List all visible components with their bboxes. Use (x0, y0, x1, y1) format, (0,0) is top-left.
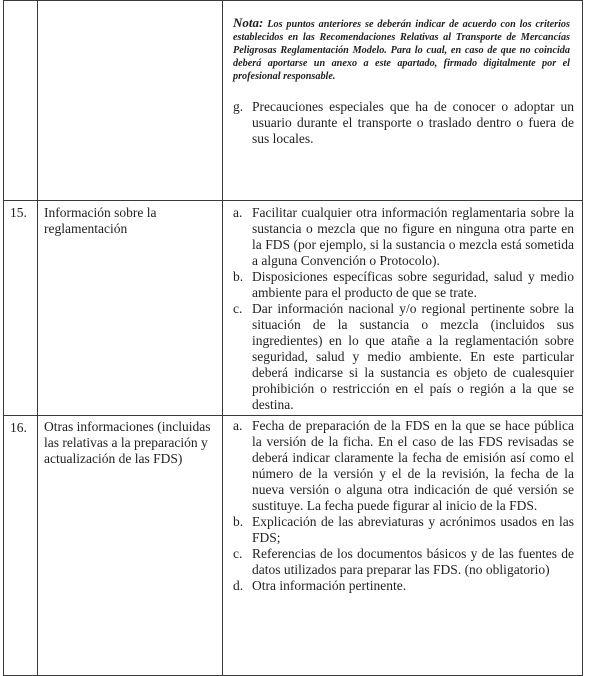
section-title: Información sobre la reglamentación (38, 201, 223, 416)
item-text: Explicación de las abreviaturas y acrónimos usados en las FDS; (252, 514, 574, 545)
item-letter: a. (233, 205, 243, 220)
section-number: 15. (4, 201, 38, 416)
list-item (231, 99, 574, 147)
table-row (4, 416, 583, 676)
note-text: Los puntos anteriores se deberán indicar de acuerdo con los criterios establecidos en las Recomendaciones Relativas al Transporte de Mercancías Peligrosas Reglamentación Modelo. Para lo cual, en caso de que no coincida deberá aportarse un anexo a este apartado, firmado digitalmente por el profesional responsable. (233, 19, 570, 82)
list-item (231, 514, 574, 546)
item-text: Disposiciones específicas sobre seguridad, salud y medio ambiente para el producto de que se trate. (252, 269, 574, 300)
list-item (231, 269, 574, 301)
list-item (231, 418, 574, 514)
fds-requirements-table (3, 0, 583, 676)
item-letter: g. (233, 99, 244, 114)
item-text: Dar información nacional y/o regional pertinente sobre la situación de la sustancia o mezcla (incluidos sus ingredientes) en lo que atañe a la reglamentación sobre seguridad, salud y medio ambiente. En este particular deberá indicarse si la sustancia es objeto de cualesquier prohibición o restricción en el país o región a la que se destina. (252, 301, 574, 412)
note-block (223, 1, 582, 91)
section-title-cell (38, 1, 223, 201)
section-content-cell (223, 201, 583, 416)
item-letter: a. (233, 418, 243, 433)
note-label: Nota: (233, 15, 264, 30)
list-item (231, 205, 574, 269)
item-text: Facilitar cualquier otra información reglamentaria sobre la sustancia o mezcla que no figure en ninguna otra parte en la FDS (por ejemplo, si la sustancia o mezcla está sometida a alguna Convención o Protocolo). (252, 205, 574, 268)
section-number: 16. (4, 416, 38, 676)
item-text: Referencias de los documentos básicos y de las fuentes de datos utilizados para preparar las FDS. (no obligatorio) (252, 546, 574, 577)
item-text: Otra información pertinente. (252, 578, 407, 593)
list-item (231, 301, 574, 413)
item-list (223, 201, 582, 415)
section-number-cell (4, 1, 38, 201)
item-letter: b. (233, 269, 244, 284)
item-letter: c. (233, 301, 243, 316)
section-content-cell (223, 416, 583, 676)
list-item (231, 546, 574, 578)
list-item (231, 578, 574, 594)
item-letter: d. (233, 578, 244, 593)
section-title: Otras informaciones (incluidas las relativas a la preparación y actualización de las FDS) (38, 416, 223, 676)
top-item-list (223, 91, 582, 155)
section-content-cell (223, 1, 583, 201)
table-row (4, 201, 583, 416)
item-text: Fecha de preparación de la FDS en la que se hace pública la versión de la ficha. En el caso de las FDS revisadas se deberá indicar claramente la fecha de emisión así como el número de la versión y el de la revisión, la fecha de la nueva versión o alguna otra indicación de qué versión se sustituye. La fecha puede figurar al inicio de la FDS. (252, 418, 574, 513)
item-letter: b. (233, 514, 244, 529)
table-row (4, 1, 583, 201)
item-letter: c. (233, 546, 243, 561)
item-text: Precauciones especiales que ha de conocer o adoptar un usuario durante el transporte o traslado dentro o fuera de sus locales. (252, 99, 574, 146)
item-list (223, 416, 582, 594)
